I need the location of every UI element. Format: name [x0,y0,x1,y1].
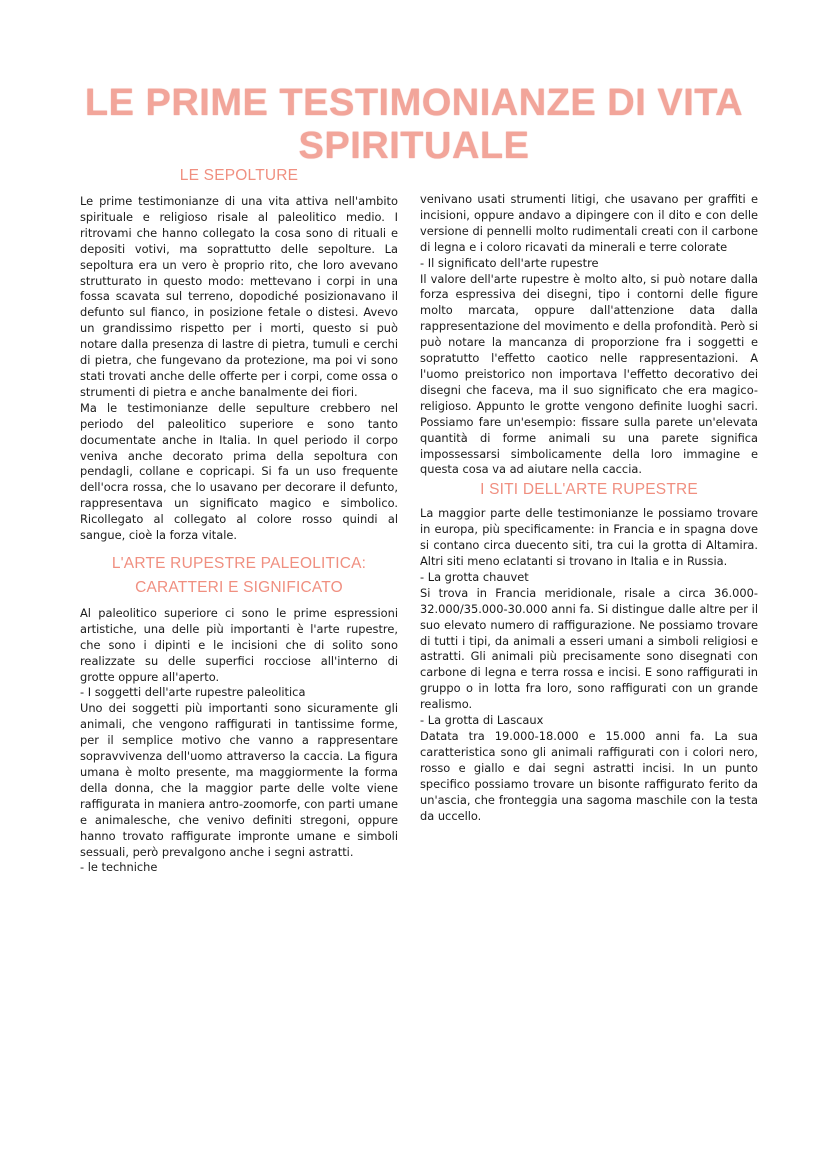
paragraph: Ma le testimonianze delle sepulture crebbero nel periodo del paleolitico superiore e sono tanto documentate anche in Italia. In quel periodo il corpo veniva anche decorato prima della sepoltura con pendagli, collane e copricapi. Si fa un uso frequente dell'ocra rossa, che lo usavano per decorare il defunto, rappresentava un significato magico e simbolico. Ricollegato al collegato al colore rosso quindi al sangue, cioè la forza vitale. [80,400,398,543]
paragraph: Il valore dell'arte rupestre è molto alto, si può notare dalla forza espressiva dei disegni, tipo i contorni delle figure molto marcata, oppure dall'attenzione data dalla rappresentazione del movimento e della profondità. Però si può notare la mancanza di proporzione fra i soggetti e sopratutto l'effetto caotico nelle rappresentazioni. A l'uomo preistorico non importava l'effetto decorativo dei disegni che faceva, ma il suo significato che era magico-religioso. Appunto le grotte vengono definite luoghi sacri. Possiamo fare un'esempio: fissare sulla parete un'elevata quantità di forme animali su una parete significa impossessarsi simbolicamente della loro immagine e questa cosa va ad aiutare nella caccia. [420,271,758,477]
bullet-item: - le techniche [80,860,398,876]
paragraph: Si trova in Francia meridionale, risale a circa 36.000-32.000/35.000-30.000 anni fa. Si distingue dalle altre per il suo elevato numero di raffigurazione. Ne possiamo trovare di tutti i tipi, da animali a esseri umani a simboli religiosi e astratti. Gli animali più precisamente sono disegnati con carbone di legna e terra rossa e incisi. E sono raffigurati in gruppo o in lotta fra loro, sono raffigurati con un grande realismo. [420,585,758,712]
bullet-item: - I soggetti dell'arte rupestre paleolitica [80,685,398,701]
bullet-item: - La grotta di Lascaux [420,713,758,729]
paragraph: Al paleolitico superiore ci sono le prime espressioni artistiche, una delle più importanti è l'arte rupestre, che sono i dipinti e le incisioni che di solito sono realizzate su delle superfici rocciose all'interno di grotte oppure all'aperto. [80,605,398,684]
right-column [420,192,758,824]
paragraph: Datata tra 19.000-18.000 e 15.000 anni fa. La sua caratteristica sono gli animali raffigurati con i colori nero, rosso e giallo e dai segni astratti incisi. In un punto specifico possiamo trovare un bisonte raffigurato ferito da un'ascia, che fronteggia una sagoma maschile con la testa da uccello. [420,729,758,823]
paragraph: Uno dei soggetti più importanti sono sicuramente gli animali, che vengono raffigurati in tantissime forme, per il semplice motivo che vanno a rappresentare sopravvivenza dell'uomo attraverso la caccia. La figura umana è molto presente, ma maggiormente la forma della donna, che la maggior parte delle volte viene raffigurata in maniera antro-zoomorfe, con parti umane e animalesche, che venivo definiti stregoni, oppure hanno trovato raffigurate impronte umane e simboli sessuali, però prevalgono anche i segni astratti. [80,701,398,859]
left-column [80,162,398,876]
paragraph: venivano usati strumenti litigi, che usavano per graffiti e incisioni, oppure andavo a dipingere con il dito e con delle versione di pennelli molto rudimentali creati con il carbone di legna e i coloro ricavati da minerali e terre colorate [420,192,758,254]
section-title-siti: I SITI DELL'ARTE RUPESTRE [480,481,698,499]
section-title-arte-rupestre: L'ARTE RUPESTRE PALEOLITICA: CARATTERI E SIGNIFICATO [111,554,367,596]
bullet-item: - La grotta chauvet [420,570,758,586]
paragraph: Le prime testimonianze di una vita attiva nell'ambito spirituale e religioso risale al paleolitico medio. I ritrovami che hanno collegato la cosa sono di rituali e depositi votivi, ma soprattutto delle sepolture. La sepoltura era un vero è proprio rito, che loro avevano strutturato in questo modo: mettevano i corpi in una fossa scavata sul terreno, dopodiché posizionavano il defunto sul fianco, in posizione fetale o distesi. Avevo un grandissimo rispetto per i morti, questo si può notare dalla presenza di lastre di pietra, tumuli e cerchi di pietra, che fungevano da protezione, ma poi vi sono stati trovati anche delle offerte per i corpi, come ossa o strumenti di pietra e anche banalmente dei fiori. [80,194,398,399]
page-title: LE PRIME TESTIMONIANZE DI VITA SPIRITUALE [84,82,744,167]
bullet-item: - Il significato dell'arte rupestre [420,256,758,272]
paragraph: La maggior parte delle testimonianze le possiamo trovare in europa, più specificamente: in Francia e in spagna dove si contano circa duecento siti, tra cui la grotta di Altamira. Altri siti meno eclatanti si trovano in Italia e in Russia. [420,506,758,569]
section-title-sepolture: LE SEPOLTURE [179,167,299,184]
